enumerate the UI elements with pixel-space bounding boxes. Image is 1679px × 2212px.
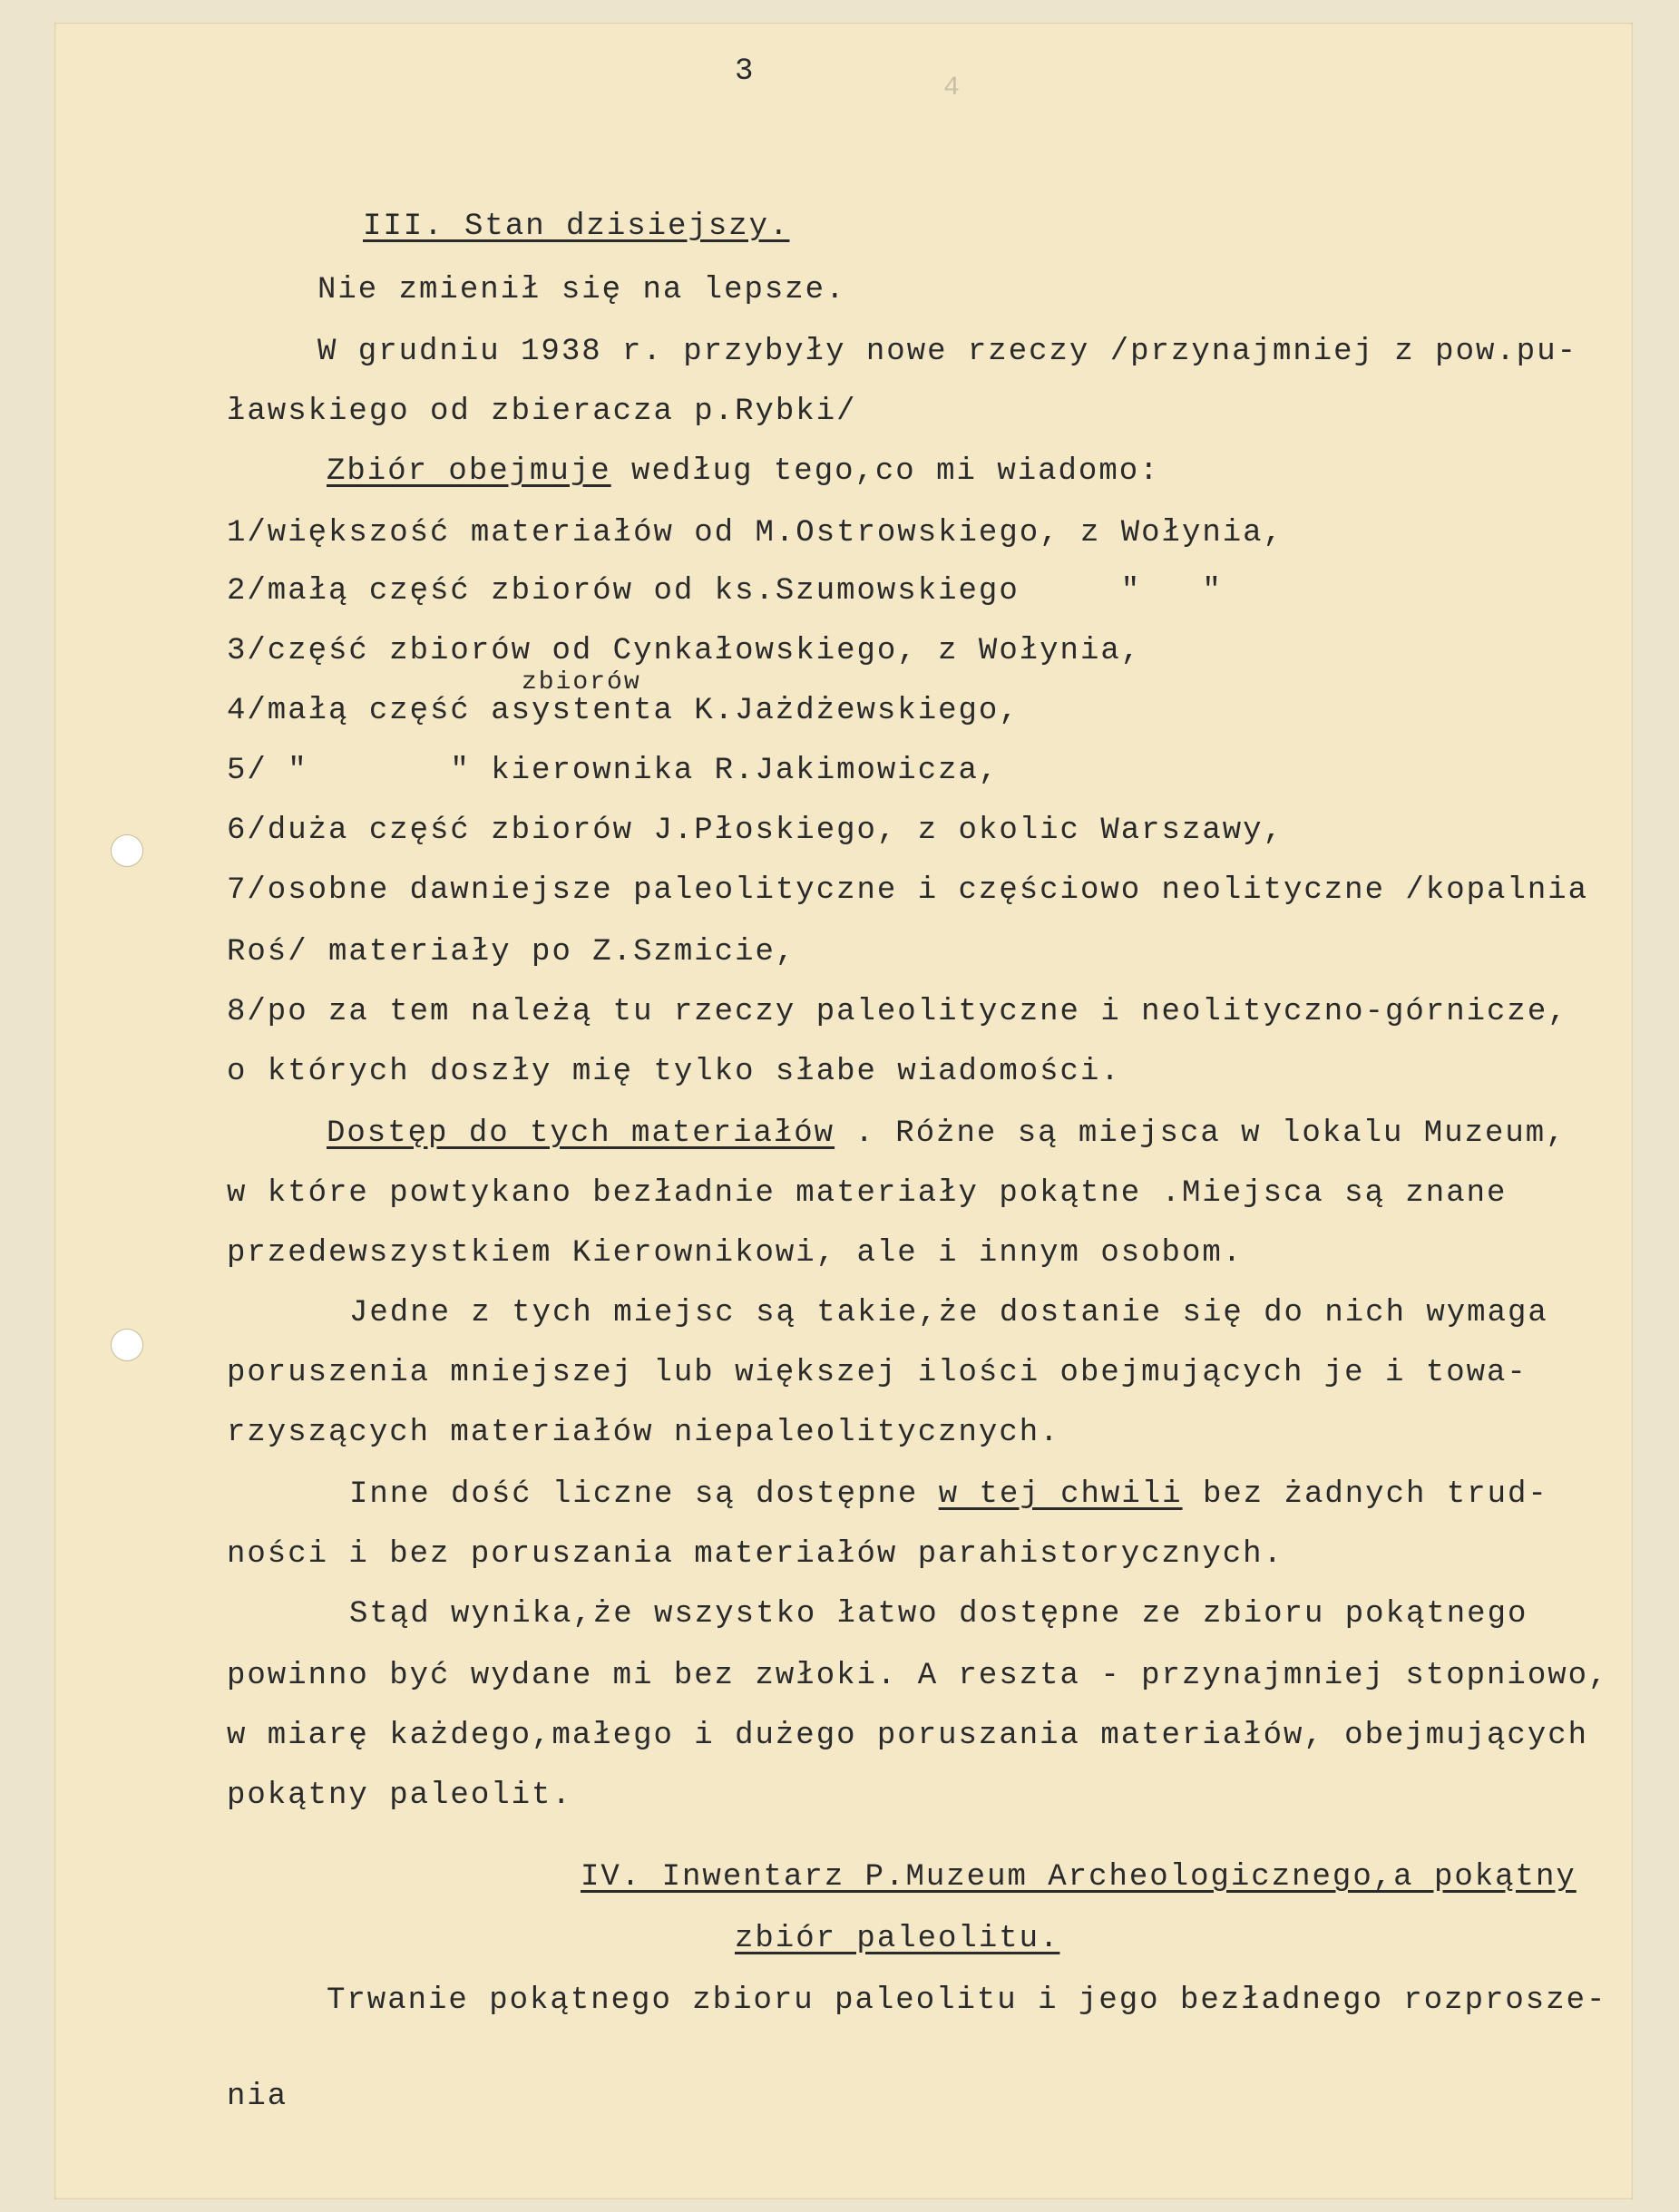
text-line: pokątny paleolit.: [227, 1778, 572, 1813]
list-item: 4/małą część asystenta K.Jażdżewskiego,: [227, 694, 1020, 728]
collection-lead-underlined: Zbiór obejmuje: [327, 454, 611, 489]
list-item: 3/część zbiorów od Cynkałowskiego, z Wołynia,: [227, 634, 1142, 668]
list-item: 2/małą część zbiorów od ks.Szumowskiego " ": [227, 574, 1223, 609]
list-item: 6/duża część zbiorów J.Płoskiego, z okolic Warszawy,: [227, 814, 1284, 848]
text-line: Stąd wynika,że wszystko łatwo dostępne ze zbioru pokątnego: [349, 1597, 1528, 1632]
section-heading: zbiór paleolitu.: [735, 1922, 1060, 1956]
collection-lead: [327, 453, 1160, 490]
text-line: w miarę każdego,małego i dużego poruszania materiałów, obejmujących: [227, 1719, 1589, 1753]
paragraph-line: [349, 1476, 1548, 1513]
text-line: Trwanie pokątnego zbioru paleolitu i jego bezładnego rozprosze-: [327, 1983, 1607, 2018]
text-line: przedewszystkiem Kierownikowi, ale i innym osobom.: [227, 1236, 1244, 1271]
text-line: W grudniu 1938 r. przybyły nowe rzeczy /przynajmniej z pow.pu-: [317, 335, 1578, 369]
text-line: powinno być wydane mi bez zwłoki. A reszta - przynajmniej stopniowo,: [227, 1659, 1609, 1693]
list-item: 1/większość materiałów od M.Ostrowskiego, z Wołynia,: [227, 516, 1284, 551]
list-item: 8/po za tem należą tu rzeczy paleolityczne i neolityczno-górnicze,: [227, 995, 1568, 1029]
text-line: Jedne z tych miejsc są takie,że dostanie się do nich wymaga: [349, 1296, 1548, 1330]
section-heading: IV. Inwentarz P.Muzeum Archeologicznego,a pokątny: [581, 1860, 1577, 1895]
underlined-span: w tej chwili: [938, 1477, 1183, 1512]
access-lead: [327, 1116, 1567, 1152]
footer-catchword: nia: [227, 2080, 288, 2114]
section-heading: III. Stan dzisiejszy.: [363, 210, 790, 244]
list-item: 7/osobne dawniejsze paleolityczne i częściowo neolityczne /kopalnia: [227, 873, 1589, 908]
text-line: poruszenia mniejszej lub większej ilości obejmujących je i towa-: [227, 1356, 1528, 1390]
list-item: 5/ " " kierownika R.Jakimowicza,: [227, 754, 1000, 788]
collection-lead-rest: według tego,co mi wiadomo:: [610, 454, 1160, 489]
text-line: ności i bez poruszania materiałów parahistorycznych.: [227, 1537, 1284, 1572]
page-number: 3: [735, 54, 754, 89]
handwritten-insertion: zbiorów: [522, 668, 641, 697]
list-item: o których doszły mię tylko słabe wiadomości.: [227, 1055, 1121, 1089]
faint-mark: 4: [943, 73, 961, 103]
text-line: w które powtykano bezładnie materiały pokątne .Miejsca są znane: [227, 1176, 1508, 1211]
access-lead-rest: . Różne są miejsca w lokalu Muzeum,: [835, 1116, 1567, 1151]
text-span: bez żadnych trud-: [1182, 1477, 1548, 1512]
punch-hole: [111, 834, 143, 867]
access-lead-underlined: Dostęp do tych materiałów: [327, 1116, 835, 1151]
text-line: rzyszących materiałów niepaleolitycznych.: [227, 1416, 1060, 1450]
text-span: Inne dość liczne są dostępne: [349, 1477, 939, 1512]
text-line: ławskiego od zbieracza p.Rybki/: [227, 395, 857, 429]
list-item: Roś/ materiały po Z.Szmicie,: [227, 935, 796, 970]
punch-hole: [111, 1329, 143, 1361]
text-line: Nie zmienił się na lepsze.: [317, 273, 846, 307]
